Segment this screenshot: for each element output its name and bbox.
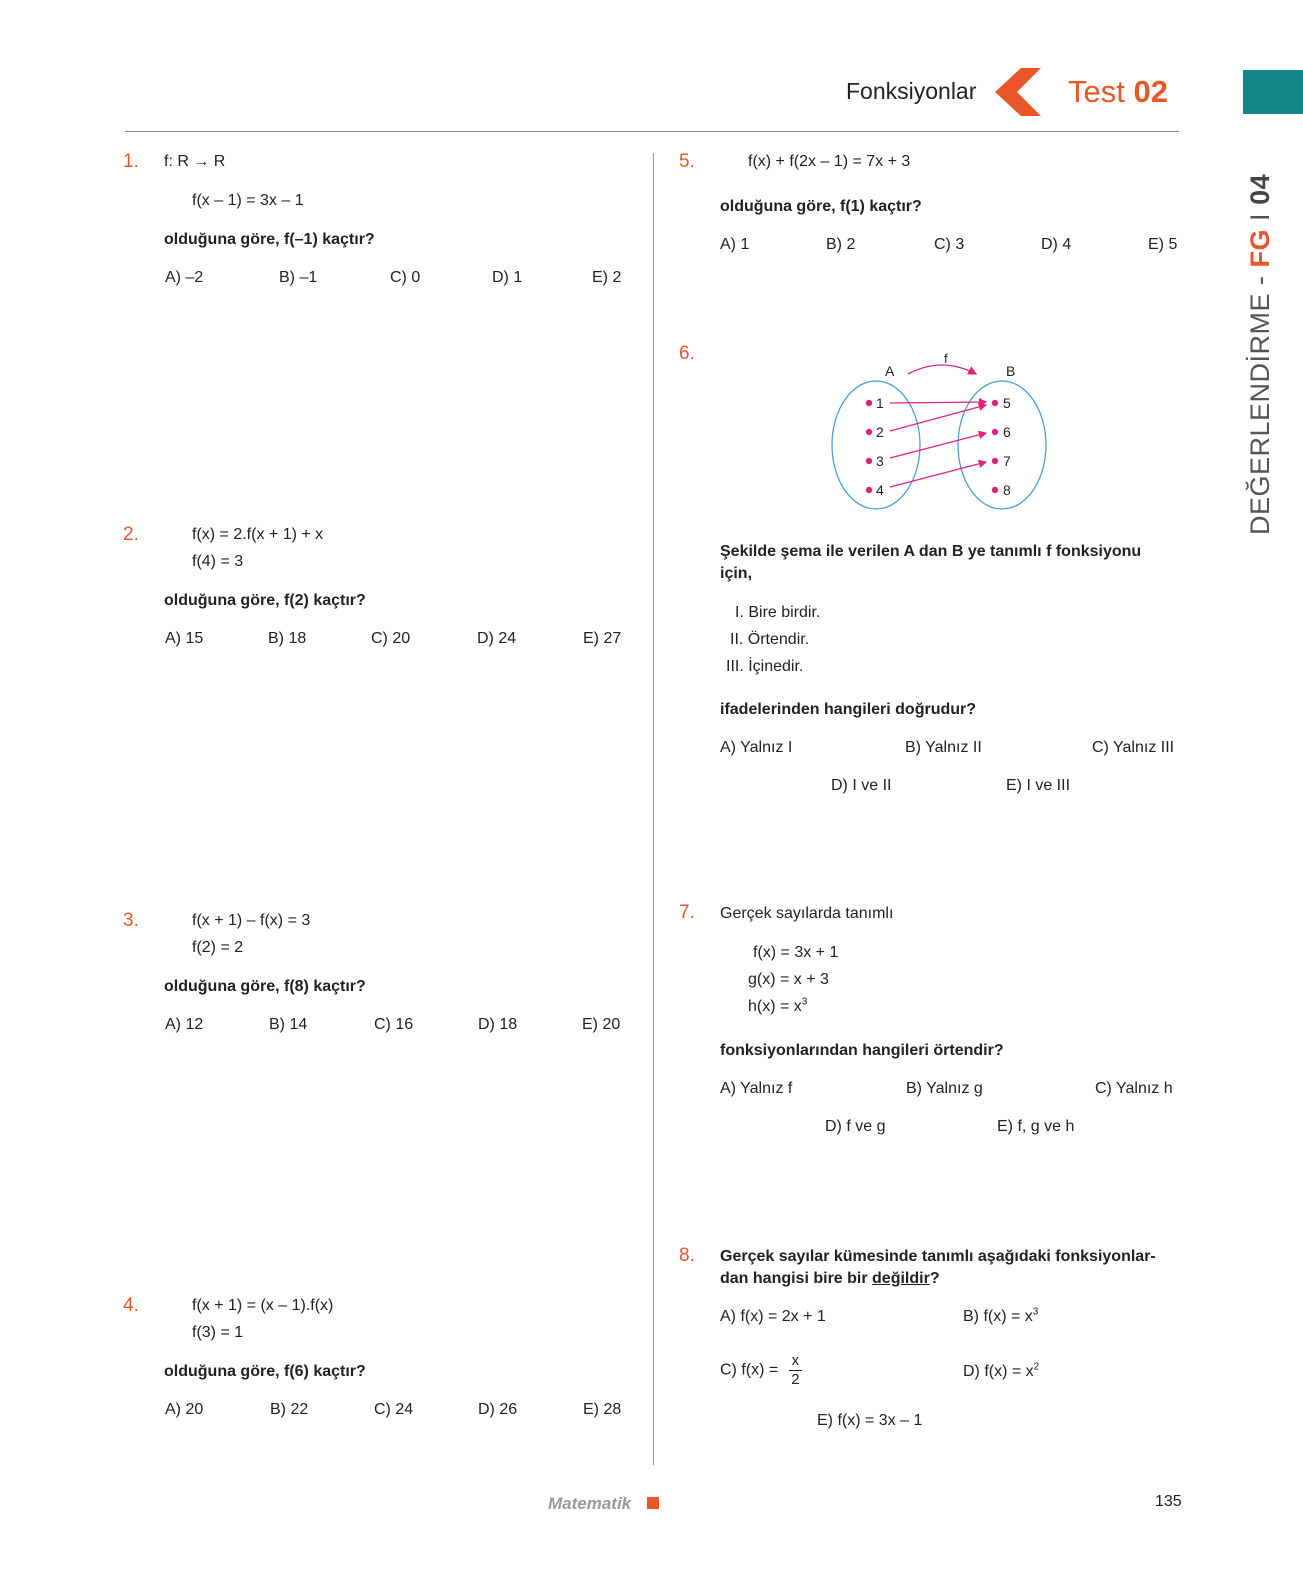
option-d[interactable]: D) I ve II [831,777,892,794]
exponent: 3 [801,996,808,1008]
question-prompt: Gerçek sayılar kümesinde tanımlı aşağıdaki fonksiyonlar- [720,1248,1156,1265]
set-b-point [992,458,998,464]
given-line: f(x + 1) – f(x) = 3 [192,912,311,929]
question-prompt: fonksiyonlarından hangileri örtendir? [720,1042,1004,1059]
set-a-point [866,429,872,435]
option-text: C) f(x) = [720,1361,783,1379]
function-def-text: h(x) = x [748,998,802,1015]
set-a-element: 2 [876,424,884,440]
set-a-point [866,400,872,406]
given-line: f(x) + f(2x – 1) = 7x + 3 [748,153,911,170]
side-separator: I [1245,212,1275,221]
question-prompt: olduğuna göre, f(–1) kaçtır? [164,231,375,248]
given-line: f: R → R [164,153,226,170]
set-b-point [992,487,998,493]
option-text: D) f(x) = x [963,1363,1034,1380]
option-c[interactable]: C) Yalnız III [1092,739,1175,756]
option-c[interactable]: C) 20 [371,630,411,647]
teal-tab [1243,70,1303,114]
question-number: 4. [123,1295,139,1316]
footer-subject: Matematik [548,1494,632,1513]
side-number: 04 [1245,173,1275,205]
set-a-element: 4 [876,482,884,498]
fraction-numerator: x [789,1352,803,1371]
question-prompt: olduğuna göre, f(2) kaçtır? [164,592,366,609]
test-word: Test [1068,74,1125,109]
side-logo: FG [1245,228,1275,268]
option-e[interactable]: E) f(x) = 3x – 1 [817,1412,923,1429]
header-divider [125,131,1179,132]
set-b-element: 7 [1003,453,1011,469]
option-d[interactable]: D) f ve g [825,1118,886,1135]
option-e[interactable]: E) 28 [583,1401,622,1418]
option-a[interactable]: A) 1 [720,236,750,253]
question-number: 3. [123,910,139,931]
given-line: f(4) = 3 [192,553,244,570]
question-prompt [720,1270,940,1288]
option-c[interactable]: C) 16 [374,1016,414,1033]
statement: II. Örtendir. [730,631,810,648]
fraction [789,1352,803,1389]
option-b[interactable]: B) Yalnız II [905,739,982,756]
page-number: 135 [1155,1493,1182,1510]
question-prompt: Şekilde şema ile verilen A dan B ye tanımlı f fonksiyonu [720,543,1142,560]
side-label [1245,175,1275,535]
option-a[interactable]: A) –2 [165,269,204,286]
given-line: f(x – 1) = 3x – 1 [192,192,304,209]
set-a-point [866,487,872,493]
option-d[interactable] [963,1363,1039,1381]
set-a-element: 3 [876,453,884,469]
prompt-text: dan hangisi bire bir [720,1270,873,1287]
fraction-denominator: 2 [791,1371,800,1388]
option-e[interactable]: E) 2 [592,269,622,286]
question-prompt: için, [720,565,753,582]
function-arrow [908,365,976,374]
footer-square [647,1497,659,1509]
option-a[interactable]: A) Yalnız I [720,739,793,756]
question-number: 2. [123,524,139,545]
function-def [748,998,807,1016]
statement: III. İçinedir. [726,658,804,675]
column-divider [653,153,654,1465]
option-b[interactable]: B) 2 [826,236,856,253]
option-a[interactable]: A) 20 [165,1401,204,1418]
option-b[interactable]: B) –1 [279,269,318,286]
option-e[interactable]: E) 20 [582,1016,621,1033]
question-number: 6. [679,343,695,364]
option-text: B) f(x) = x [963,1308,1033,1325]
question-number: 5. [679,151,695,172]
set-b-element: 8 [1003,482,1011,498]
function-diagram [830,350,1070,525]
function-def: f(x) = 3x + 1 [753,944,839,961]
test-label [1068,74,1168,110]
exponent: 2 [1033,1361,1040,1373]
given-line: f(3) = 1 [192,1324,244,1341]
function-def: g(x) = x + 3 [748,971,829,988]
mapping-arrow [890,433,986,458]
option-b[interactable]: B) 14 [269,1016,308,1033]
mapping-arrow [890,402,986,403]
option-c[interactable]: C) 24 [374,1401,414,1418]
set-b-point [992,400,998,406]
option-d[interactable]: D) 1 [492,269,523,286]
set-b-element: 5 [1003,395,1011,411]
question-number: 8. [679,1245,695,1266]
question-number: 7. [679,902,695,923]
option-b[interactable]: B) 22 [270,1401,309,1418]
option-d[interactable]: D) 4 [1041,236,1072,253]
question-prompt: ifadelerinden hangileri doğrudur? [720,701,977,718]
question-prompt: olduğuna göre, f(6) kaçtır? [164,1363,366,1380]
set-a-element: 1 [876,395,884,411]
exponent: 3 [1032,1306,1039,1318]
question-prompt: olduğuna göre, f(1) kaçtır? [720,198,922,215]
chapter-title: Fonksiyonlar [846,78,977,104]
chevron-left-icon [995,68,1041,116]
option-c[interactable]: C) Yalnız h [1095,1080,1173,1097]
option-d[interactable]: D) 24 [477,630,517,647]
option-b[interactable] [963,1308,1038,1326]
set-b-ellipse [958,381,1046,509]
question-number: 1. [123,151,139,172]
test-number: 02 [1133,74,1168,109]
option-e[interactable]: E) I ve III [1006,777,1071,794]
set-a-label: A [885,363,895,379]
mapping-arrow [890,462,986,487]
set-a-point [866,458,872,464]
given-line: f(x) = 2.f(x + 1) + x [192,526,324,543]
option-a[interactable]: A) f(x) = 2x + 1 [720,1308,826,1325]
option-c[interactable]: C) 3 [934,236,965,253]
option-a[interactable]: A) 15 [165,630,204,647]
function-label: f [944,351,948,366]
underlined-word: değildir [872,1270,930,1287]
option-a[interactable]: A) 12 [165,1016,204,1033]
option-b[interactable]: B) Yalnız g [906,1080,983,1097]
mapping-arrow [890,405,986,431]
given-line: f(2) = 2 [192,939,244,956]
set-b-label: B [1006,363,1016,379]
option-c[interactable]: C) 0 [390,269,421,286]
given-line: f(x + 1) = (x – 1).f(x) [192,1297,334,1314]
set-b-element: 6 [1003,424,1011,440]
option-e[interactable]: E) f, g ve h [997,1118,1075,1135]
option-d[interactable]: D) 18 [478,1016,518,1033]
side-label-text: DEĞERLENDİRME - [1245,267,1275,535]
option-d[interactable]: D) 26 [478,1401,518,1418]
question-prompt: olduğuna göre, f(8) kaçtır? [164,978,366,995]
set-b-point [992,429,998,435]
option-e[interactable]: E) 27 [583,630,622,647]
question-intro: Gerçek sayılarda tanımlı [720,905,894,922]
option-c[interactable] [720,1352,802,1389]
prompt-end: ? [929,1270,940,1287]
statement: I. Bire birdir. [735,604,821,621]
option-a[interactable]: A) Yalnız f [720,1080,793,1097]
option-b[interactable]: B) 18 [268,630,307,647]
option-e[interactable]: E) 5 [1148,236,1178,253]
